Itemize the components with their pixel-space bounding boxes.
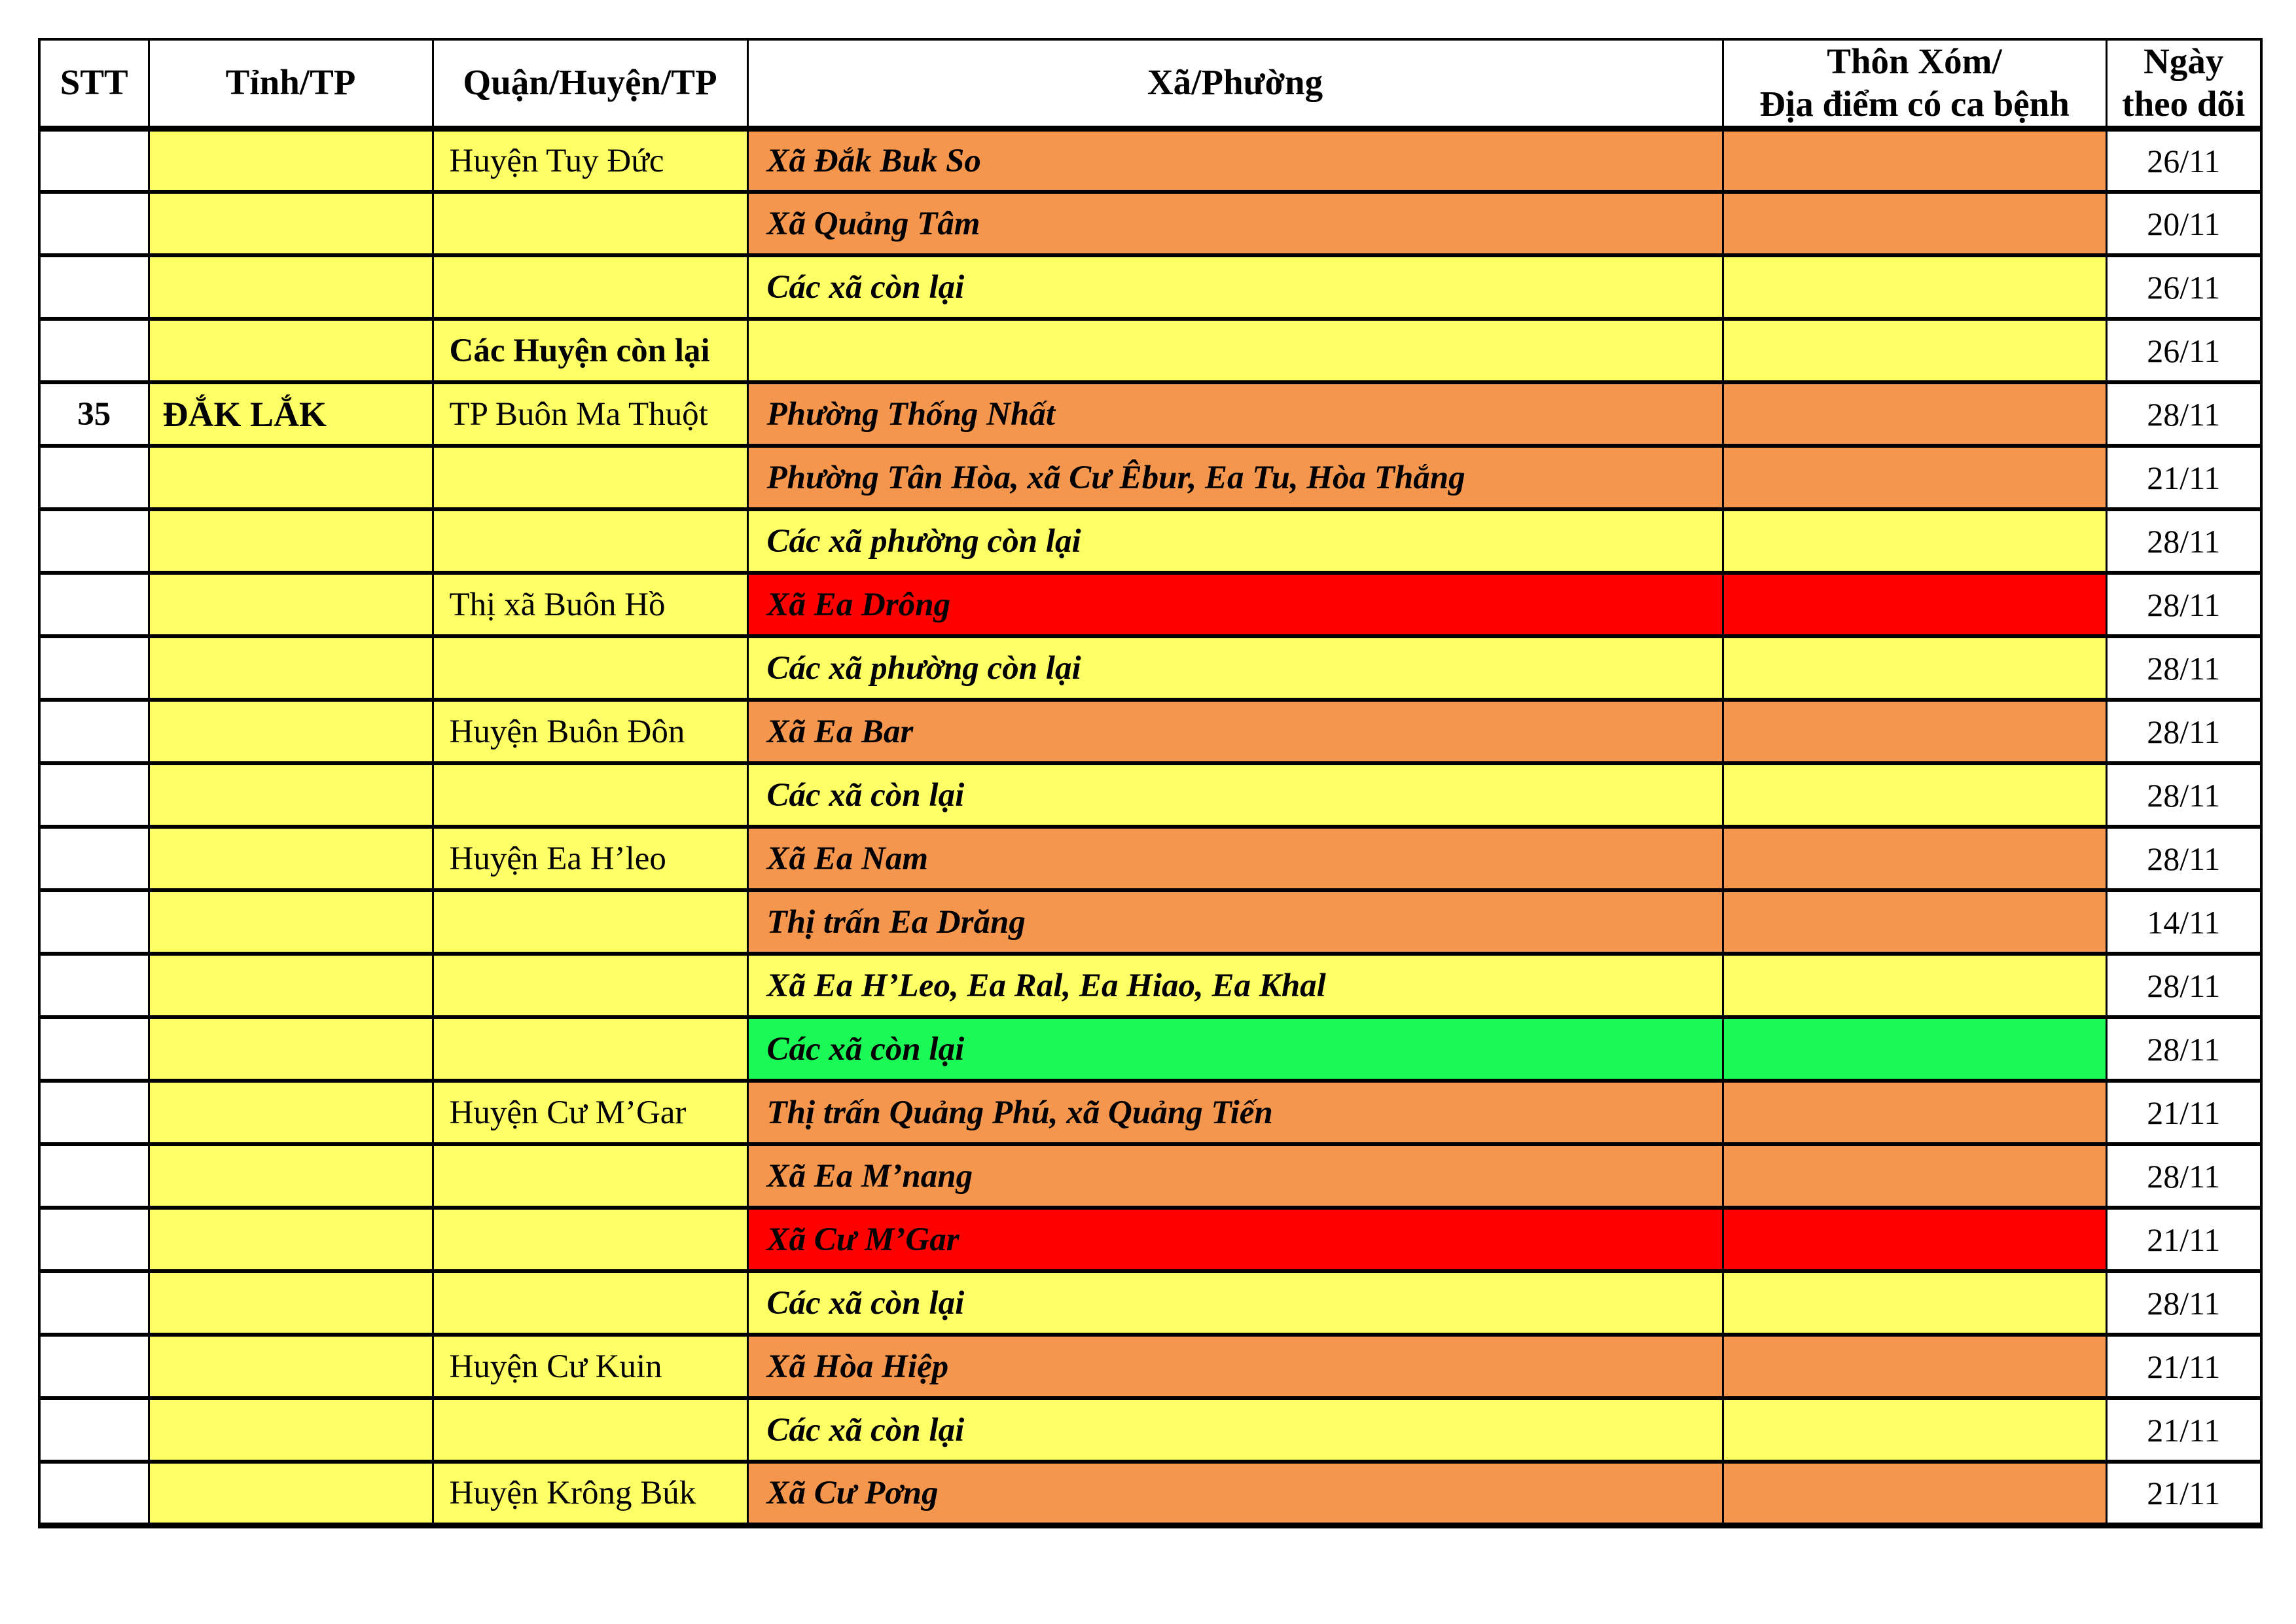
stt-cell	[39, 1017, 149, 1081]
hamlet-cell	[1723, 319, 2106, 382]
district-cell: Huyện Ea H’leo	[433, 827, 747, 890]
ward-cell: Xã Ea M’nang	[747, 1144, 1723, 1208]
date-cell: 28/11	[2106, 827, 2261, 890]
hamlet-cell	[1723, 382, 2106, 446]
stt-cell	[39, 255, 149, 319]
district-cell	[433, 954, 747, 1017]
hamlet-cell	[1723, 763, 2106, 827]
hamlet-cell	[1723, 446, 2106, 509]
district-cell: Huyện Buôn Đôn	[433, 700, 747, 763]
district-cell	[433, 1208, 747, 1271]
ward-cell: Xã Quảng Tâm	[747, 192, 1723, 255]
district-cell	[433, 1144, 747, 1208]
province-cell: ĐẮK LẮK	[149, 382, 433, 446]
hamlet-cell	[1723, 827, 2106, 890]
stt-cell	[39, 890, 149, 954]
hamlet-cell	[1723, 509, 2106, 573]
ward-cell: Các xã còn lại	[747, 255, 1723, 319]
province-cell	[149, 636, 433, 700]
ward-cell: Các xã còn lại	[747, 1398, 1723, 1462]
table-row	[39, 1081, 2261, 1144]
hamlet-cell	[1723, 1271, 2106, 1335]
stt-cell: 35	[39, 382, 149, 446]
header-date-line2: theo dõi	[2122, 83, 2246, 124]
hamlet-cell	[1723, 954, 2106, 1017]
hamlet-cell	[1723, 1462, 2106, 1525]
date-cell: 28/11	[2106, 1144, 2261, 1208]
stt-cell	[39, 1208, 149, 1271]
date-cell: 28/11	[2106, 1271, 2261, 1335]
date-cell: 28/11	[2106, 954, 2261, 1017]
stt-cell	[39, 446, 149, 509]
province-cell	[149, 446, 433, 509]
header-date-line1: Ngày	[2144, 41, 2224, 81]
ward-cell: Xã Ea Drông	[747, 573, 1723, 636]
ward-cell: Các xã còn lại	[747, 1017, 1723, 1081]
date-cell: 28/11	[2106, 509, 2261, 573]
ward-cell: Xã Ea Nam	[747, 827, 1723, 890]
district-cell: Các Huyện còn lại	[433, 319, 747, 382]
date-cell: 28/11	[2106, 382, 2261, 446]
district-cell	[433, 1017, 747, 1081]
stt-cell	[39, 954, 149, 1017]
covid-zone-table-wrap	[38, 38, 2263, 1528]
district-cell: Huyện Cư Kuin	[433, 1335, 747, 1398]
date-cell: 21/11	[2106, 1208, 2261, 1271]
ward-cell: Các xã còn lại	[747, 1271, 1723, 1335]
hamlet-cell	[1723, 573, 2106, 636]
header-hamlet	[1723, 39, 2106, 128]
date-cell: 28/11	[2106, 573, 2261, 636]
ward-cell: Xã Ea H’Leo, Ea Ral, Ea Hiao, Ea Khal	[747, 954, 1723, 1017]
ward-cell: Phường Tân Hòa, xã Cư Êbur, Ea Tu, Hòa Thắng	[747, 446, 1723, 509]
table-row	[39, 1398, 2261, 1462]
stt-cell	[39, 1271, 149, 1335]
table-row	[39, 636, 2261, 700]
table-row	[39, 192, 2261, 255]
ward-cell	[747, 319, 1723, 382]
date-cell: 28/11	[2106, 700, 2261, 763]
date-cell: 20/11	[2106, 192, 2261, 255]
province-cell	[149, 1271, 433, 1335]
stt-cell	[39, 700, 149, 763]
stt-cell	[39, 763, 149, 827]
district-cell: Thị xã Buôn Hồ	[433, 573, 747, 636]
district-cell	[433, 1271, 747, 1335]
district-cell: TP Buôn Ma Thuột	[433, 382, 747, 446]
table-header	[39, 39, 2261, 128]
stt-cell	[39, 1462, 149, 1525]
hamlet-cell	[1723, 700, 2106, 763]
header-row	[39, 39, 2261, 128]
district-cell	[433, 509, 747, 573]
province-cell	[149, 1017, 433, 1081]
date-cell: 28/11	[2106, 763, 2261, 827]
covid-zone-table	[38, 38, 2263, 1528]
province-cell	[149, 509, 433, 573]
table-row	[39, 954, 2261, 1017]
date-cell: 14/11	[2106, 890, 2261, 954]
stt-cell	[39, 573, 149, 636]
stt-cell	[39, 1398, 149, 1462]
stt-cell	[39, 1335, 149, 1398]
table-row	[39, 890, 2261, 954]
date-cell: 21/11	[2106, 1081, 2261, 1144]
date-cell: 26/11	[2106, 319, 2261, 382]
ward-cell: Thị trấn Ea Drăng	[747, 890, 1723, 954]
date-cell: 21/11	[2106, 1335, 2261, 1398]
district-cell	[433, 446, 747, 509]
date-cell: 28/11	[2106, 1017, 2261, 1081]
hamlet-cell	[1723, 192, 2106, 255]
stt-cell	[39, 1144, 149, 1208]
district-cell: Huyện Cư M’Gar	[433, 1081, 747, 1144]
table-row	[39, 827, 2261, 890]
table-row	[39, 1335, 2261, 1398]
date-cell: 21/11	[2106, 1462, 2261, 1525]
header-stt: STT	[39, 39, 149, 128]
ward-cell: Xã Ea Bar	[747, 700, 1723, 763]
table-row	[39, 1462, 2261, 1525]
date-cell: 21/11	[2106, 1398, 2261, 1462]
province-cell	[149, 573, 433, 636]
stt-cell	[39, 319, 149, 382]
ward-cell: Xã Cư Pơng	[747, 1462, 1723, 1525]
table-row	[39, 1144, 2261, 1208]
province-cell	[149, 319, 433, 382]
hamlet-cell	[1723, 1017, 2106, 1081]
table-row	[39, 1208, 2261, 1271]
hamlet-cell	[1723, 1144, 2106, 1208]
ward-cell: Phường Thống Nhất	[747, 382, 1723, 446]
hamlet-cell	[1723, 636, 2106, 700]
province-cell	[149, 1335, 433, 1398]
district-cell	[433, 763, 747, 827]
stt-cell	[39, 827, 149, 890]
district-cell	[433, 890, 747, 954]
province-cell	[149, 700, 433, 763]
hamlet-cell	[1723, 1081, 2106, 1144]
hamlet-cell	[1723, 1208, 2106, 1271]
table-row	[39, 1271, 2261, 1335]
province-cell	[149, 890, 433, 954]
province-cell	[149, 1081, 433, 1144]
ward-cell: Các xã phường còn lại	[747, 636, 1723, 700]
date-cell: 28/11	[2106, 636, 2261, 700]
table-row	[39, 573, 2261, 636]
province-cell	[149, 1398, 433, 1462]
province-cell	[149, 827, 433, 890]
ward-cell: Thị trấn Quảng Phú, xã Quảng Tiến	[747, 1081, 1723, 1144]
header-district: Quận/Huyện/TP	[433, 39, 747, 128]
table-row	[39, 509, 2261, 573]
hamlet-cell	[1723, 1398, 2106, 1462]
header-province: Tỉnh/TP	[149, 39, 433, 128]
table-row	[39, 382, 2261, 446]
stt-cell	[39, 192, 149, 255]
ward-cell: Các xã phường còn lại	[747, 509, 1723, 573]
header-date	[2106, 39, 2261, 128]
province-cell	[149, 763, 433, 827]
ward-cell: Xã Đắk Buk So	[747, 128, 1723, 192]
hamlet-cell	[1723, 890, 2106, 954]
district-cell	[433, 192, 747, 255]
date-cell: 21/11	[2106, 446, 2261, 509]
hamlet-cell	[1723, 255, 2106, 319]
header-hamlet-line1: Thôn Xóm/	[1827, 41, 2002, 81]
date-cell: 26/11	[2106, 128, 2261, 192]
table-row	[39, 128, 2261, 192]
stt-cell	[39, 1081, 149, 1144]
header-ward: Xã/Phường	[747, 39, 1723, 128]
district-cell	[433, 1398, 747, 1462]
table-row	[39, 255, 2261, 319]
header-hamlet-line2: Địa điểm có ca bệnh	[1759, 83, 2070, 124]
stt-cell	[39, 509, 149, 573]
province-cell	[149, 192, 433, 255]
ward-cell: Các xã còn lại	[747, 763, 1723, 827]
table-row	[39, 763, 2261, 827]
province-cell	[149, 128, 433, 192]
district-cell: Huyện Krông Búk	[433, 1462, 747, 1525]
province-cell	[149, 1462, 433, 1525]
hamlet-cell	[1723, 128, 2106, 192]
stt-cell	[39, 636, 149, 700]
table-body	[39, 128, 2261, 1525]
table-row	[39, 1017, 2261, 1081]
table-row	[39, 700, 2261, 763]
province-cell	[149, 954, 433, 1017]
table-row	[39, 319, 2261, 382]
province-cell	[149, 1144, 433, 1208]
district-cell	[433, 636, 747, 700]
district-cell	[433, 255, 747, 319]
ward-cell: Xã Hòa Hiệp	[747, 1335, 1723, 1398]
province-cell	[149, 1208, 433, 1271]
hamlet-cell	[1723, 1335, 2106, 1398]
date-cell: 26/11	[2106, 255, 2261, 319]
stt-cell	[39, 128, 149, 192]
ward-cell: Xã Cư M’Gar	[747, 1208, 1723, 1271]
province-cell	[149, 255, 433, 319]
district-cell: Huyện Tuy Đức	[433, 128, 747, 192]
table-row	[39, 446, 2261, 509]
